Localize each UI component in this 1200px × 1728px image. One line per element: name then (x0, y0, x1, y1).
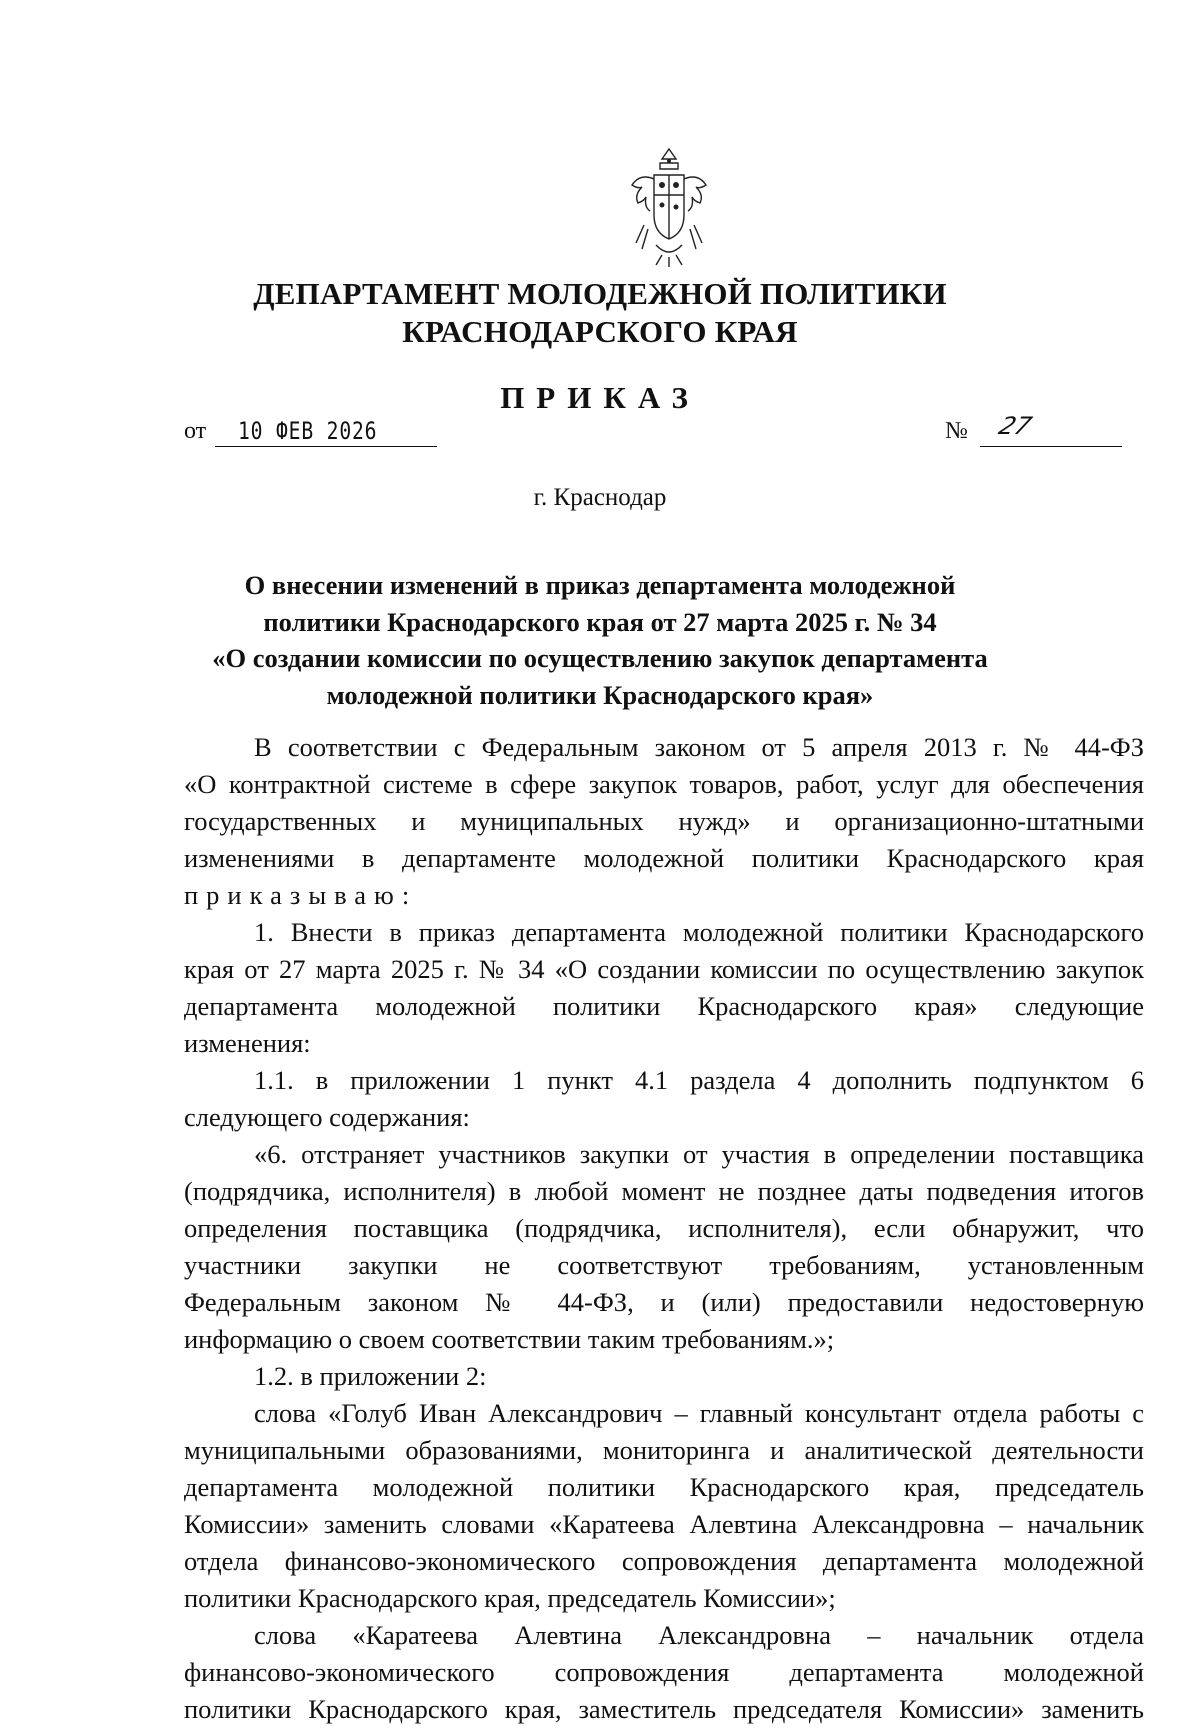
handwritten-number: 27 (995, 412, 1036, 440)
body-line: Комиссии» заменить словами «Каратеева Алевтина Александровна – начальник (184, 1509, 1144, 1539)
body-line: департамента молодежной политики Краснодарского края, председатель (184, 1472, 1144, 1502)
body-line: слова «Каратеева Алевтина Александровна – начальник отдела (254, 1620, 1144, 1650)
number-label: № (945, 418, 968, 444)
document-type-title: ПРИКАЗ (500, 380, 700, 415)
body-line: (подрядчика, исполнителя) в любой момент не позднее даты подведения итогов (184, 1176, 1144, 1206)
body-line: информацию о своем соответствии таким требованиям.»; (184, 1324, 835, 1354)
organization-name-line2: КРАСНОДАРСКОГО КРАЯ (402, 314, 798, 349)
body-line: В соответствии с Федеральным законом от 5 апреля 2013 г. № 44-ФЗ (254, 732, 1144, 762)
coat-of-arms-icon (624, 145, 714, 270)
subject-line: «О создании комиссии по осуществлению закупок департамента (212, 643, 988, 673)
date-stamp: 10 ФЕВ 2026 (238, 417, 378, 445)
body-line: слова «Голуб Иван Александрович – главный консультант отдела работы с (254, 1398, 1144, 1428)
body-line: изменениями в департаменте молодежной политики Краснодарского края (184, 843, 1144, 873)
subject-line: политики Краснодарского края от 27 марта 2025 г. № 34 (263, 606, 937, 637)
organization-name-line1: ДЕПАРТАМЕНТ МОЛОДЕЖНОЙ ПОЛИТИКИ (253, 276, 947, 311)
date-label: от (184, 418, 207, 444)
body-line: Федеральным законом № 44-ФЗ, и (или) предоставили недостоверную (184, 1287, 1144, 1317)
body-line: края от 27 марта 2025 г. № 34 «О создании комиссии по осуществлению закупок (184, 954, 1144, 984)
order-body (184, 729, 1144, 1728)
body-line: финансово-экономического сопровождения департамента молодежной (184, 1657, 1144, 1687)
city: г. Краснодар (533, 484, 667, 511)
date-underline (215, 446, 437, 447)
body-line: следующего содержания: (184, 1102, 470, 1132)
body-line: 1.2. в приложении 2: (254, 1361, 487, 1391)
body-line: департамента молодежной политики Краснодарского края» следующие (184, 991, 1144, 1021)
body-line: участники закупки не соответствуют требованиям, установленным (184, 1250, 1144, 1280)
body-line: муниципальными образованиями, мониторинга и аналитической деятельности (184, 1435, 1144, 1465)
body-line: политики Краснодарского края, председатель Комиссии»; (184, 1583, 836, 1613)
order-subject (0, 567, 1200, 713)
body-line: 1.1. в приложении 1 пункт 4.1 раздела 4 дополнить подпунктом 6 (254, 1065, 1144, 1095)
body-line: «О контрактной системе в сфере закупок товаров, работ, услуг для обеспечения (184, 769, 1144, 799)
body-line: политики Краснодарского края, заместитель председателя Комиссии» заменить (184, 1694, 1144, 1724)
body-line: приказываю: (184, 880, 418, 910)
subject-line: молодежной политики Краснодарского края» (326, 679, 874, 710)
body-line: отдела финансово-экономического сопровождения департамента молодежной (184, 1546, 1144, 1576)
body-line: изменения: (184, 1028, 311, 1058)
body-line: 1. Внести в приказ департамента молодежной политики Краснодарского (254, 917, 1144, 947)
body-line: государственных и муниципальных нужд» и организационно-штатными (184, 806, 1144, 836)
body-line: «6. отстраняет участников закупки от участия в определении поставщика (254, 1139, 1144, 1169)
body-line: определения поставщика (подрядчика, исполнителя), если обнаружит, что (184, 1213, 1144, 1243)
number-underline (980, 446, 1122, 447)
subject-line: О внесении изменений в приказ департамента молодежной (244, 570, 956, 600)
